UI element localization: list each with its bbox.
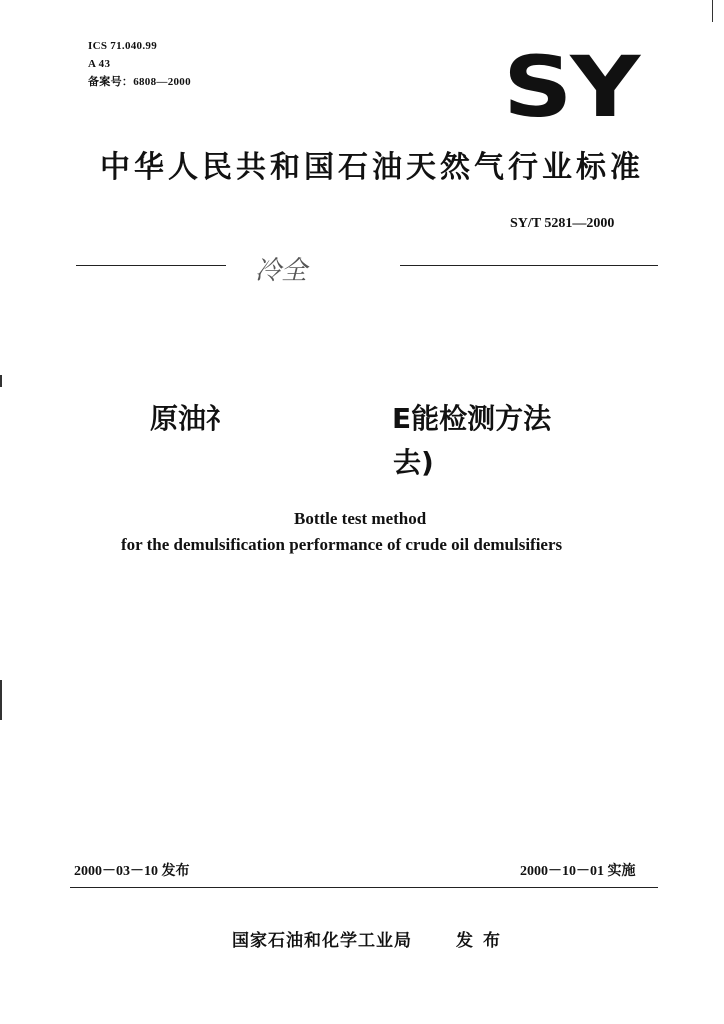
title-chinese-fragment-3: 去) (393, 446, 434, 479)
issue-date: 2000－03－10 发布 (74, 864, 190, 879)
industry-standard-heading: 中华人民共和国石油天然气行业标准 (100, 150, 644, 185)
header-rule-right (400, 265, 658, 266)
title-chinese-fragment-2: E能检测方法 (392, 402, 552, 435)
scan-mark (0, 680, 2, 720)
scan-mark (712, 0, 713, 22)
standard-number: SY/T 5281—2000 (510, 216, 615, 231)
publisher-name: 国家石油和化学工业局 (232, 931, 412, 951)
title-english-line-1: Bottle test method (294, 509, 427, 528)
publish-label: 发布 (456, 931, 510, 951)
header-rule-left (76, 265, 226, 266)
classification-code: A 43 (88, 58, 111, 70)
ics-code: ICS 71.040.99 (88, 40, 157, 52)
title-chinese-fragment-1: 原油礻 (150, 402, 235, 435)
scan-mark (0, 375, 2, 387)
handwritten-note: 冷全 (255, 256, 308, 286)
sy-logo: SY (503, 38, 638, 136)
implementation-date: 2000－10－01 实施 (520, 864, 636, 879)
record-number: 备案号：6808—2000 (88, 76, 191, 88)
footer-rule (70, 887, 658, 888)
title-english-line-2: for the demulsification performance of crude oil demulsifiers (121, 535, 563, 554)
